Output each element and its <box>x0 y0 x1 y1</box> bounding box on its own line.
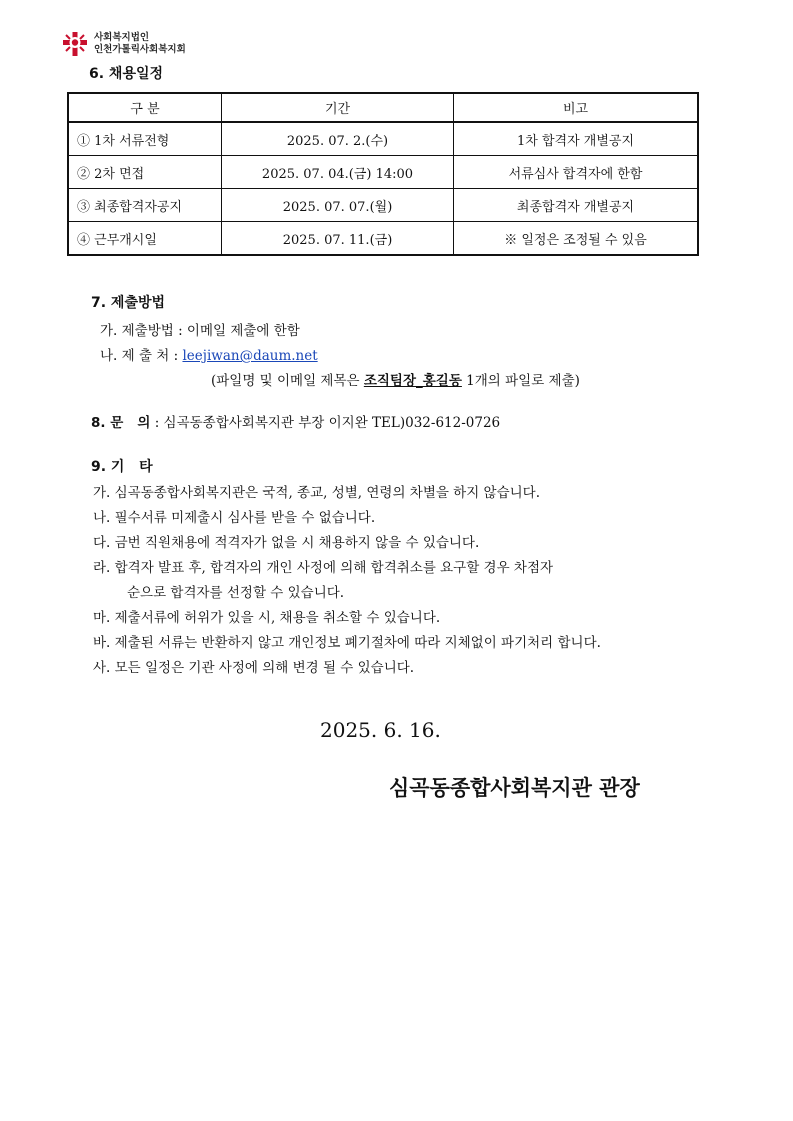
list-item: 가. 심곡동종합사회복지관은 국적, 종교, 성별, 연령의 차별을 하지 않습니다. <box>93 485 541 501</box>
header-category: 구 분 <box>68 93 222 122</box>
row-period: 2025. 07. 07.(월) <box>222 189 454 222</box>
header-period: 기간 <box>222 93 454 122</box>
cross-logo-icon <box>62 31 88 57</box>
logo-line-1: 사회복지법인 <box>94 32 150 43</box>
destination-label: 나. 제 출 처 : <box>100 348 183 364</box>
logo-line-2: 인천가톨릭사회복지회 <box>94 44 186 55</box>
header-remarks: 비고 <box>454 93 699 122</box>
row-period: 2025. 07. 04.(금) 14:00 <box>222 156 454 189</box>
note-suffix: 1개의 파일로 제출) <box>461 373 580 389</box>
note-filename-example: 조직팀장_홍길동 <box>363 373 462 389</box>
table-row <box>68 189 698 222</box>
list-item: 다. 금번 직원채용에 적격자가 없을 시 채용하지 않을 수 있습니다. <box>93 535 480 551</box>
row-period: 2025. 07. 2.(수) <box>222 122 454 156</box>
submission-method: 가. 제출방법 : 이메일 제출에 한함 <box>100 323 300 339</box>
list-item: 사. 모든 일정은 기관 사정에 의해 변경 될 수 있습니다. <box>93 660 415 676</box>
table-row <box>68 122 698 156</box>
row-category: ② 2차 면접 <box>68 156 222 189</box>
row-remarks: 1차 합격자 개별공지 <box>454 122 699 156</box>
row-category: ① 1차 서류전형 <box>68 122 222 156</box>
table-row <box>68 222 698 256</box>
table-row <box>68 156 698 189</box>
email-link[interactable]: leejiwan@daum.net <box>182 348 318 364</box>
table-header-row <box>68 93 698 122</box>
filename-note <box>211 369 580 389</box>
section-8-title: 8. 문 의 <box>91 415 151 431</box>
submission-destination <box>100 344 318 364</box>
section-6-title: 6. 채용일정 <box>89 66 164 82</box>
logo-text <box>94 32 186 56</box>
row-remarks: 서류심사 합격자에 한함 <box>454 156 699 189</box>
row-remarks: ※ 일정은 조정될 수 있음 <box>454 222 699 256</box>
list-item: 나. 필수서류 미제출시 심사를 받을 수 없습니다. <box>93 510 376 526</box>
list-item-continuation: 순으로 합격자를 선정할 수 있습니다. <box>127 585 345 601</box>
section-8-inquiry <box>91 411 500 431</box>
list-item: 마. 제출서류에 허위가 있을 시, 채용을 취소할 수 있습니다. <box>93 610 441 626</box>
list-item: 라. 합격자 발표 후, 합격자의 개인 사정에 의해 합격취소를 요구할 경우 차점자 <box>93 560 554 576</box>
section-9-title: 9. 기 타 <box>91 459 153 475</box>
organization-logo <box>62 31 186 57</box>
inquiry-contact: : 심곡동종합사회복지관 부장 이지완 TEL)032-612-0726 <box>150 415 501 431</box>
document-date: 2025. 6. 16. <box>320 718 441 742</box>
schedule-table <box>67 92 699 256</box>
note-prefix: (파일명 및 이메일 제목은 <box>211 373 364 389</box>
row-category: ③ 최종합격자공지 <box>68 189 222 222</box>
director-signature-line: 심곡동종합사회복지관 관장 <box>389 776 640 800</box>
row-remarks: 최종합격자 개별공지 <box>454 189 699 222</box>
row-category: ④ 근무개시일 <box>68 222 222 256</box>
row-period: 2025. 07. 11.(금) <box>222 222 454 256</box>
section-7-title: 7. 제출방법 <box>91 295 166 311</box>
list-item: 바. 제출된 서류는 반환하지 않고 개인정보 폐기절차에 따라 지체없이 파기처리 합니다. <box>93 635 601 651</box>
